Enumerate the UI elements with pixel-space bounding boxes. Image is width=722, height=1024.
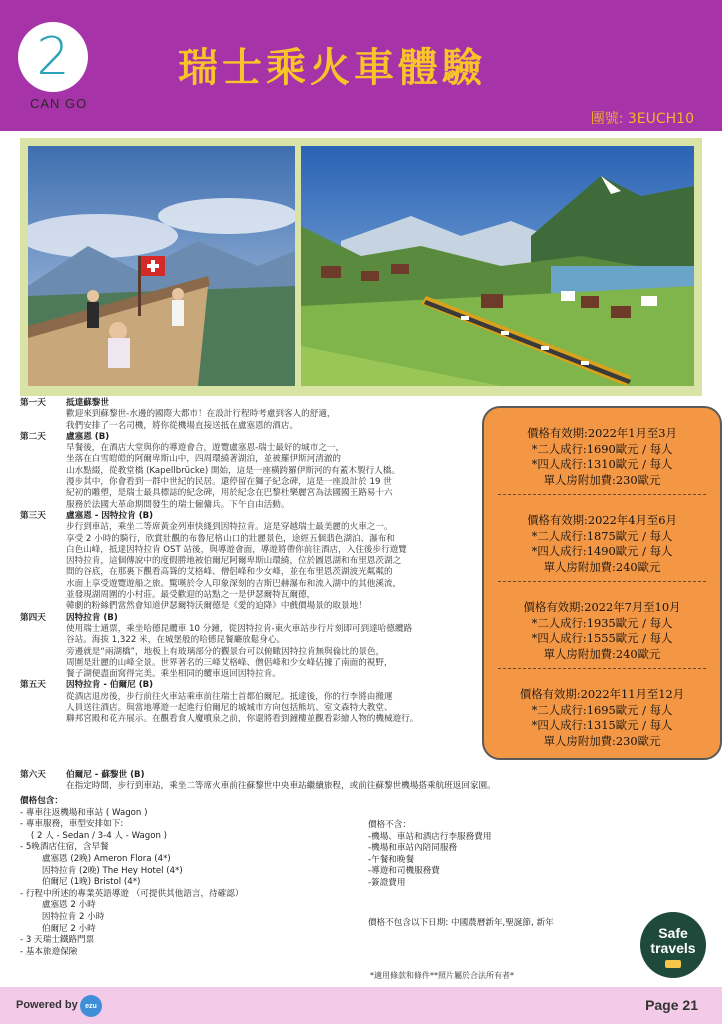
divider (498, 581, 706, 582)
list-item: 伯爾尼 (1晚) Bristol (4*) (20, 877, 141, 888)
day-text: 在指定時間，步行到車站，乘坐二等席火車前往蘇黎世中央車站繼續旅程，或前往蘇黎世機場搭乘航班返回家園。 (66, 781, 496, 792)
partner-logo: ezu (80, 995, 102, 1017)
divider (498, 494, 706, 495)
price-four-adults: *四人成行:1555歐元 / 每人 (531, 631, 673, 645)
price-period (484, 687, 720, 749)
price-box (482, 406, 722, 760)
tour-code: 團號: 3EUCH10 (590, 111, 694, 127)
safe-travels-badge (640, 912, 706, 978)
price-four-adults: *四人成行:1315歐元 / 每人 (531, 718, 673, 732)
page-number: Page 21 (645, 997, 698, 1013)
day-label: 第二天 (20, 431, 46, 442)
day-text: 步行到車站，乘坐二等席黃金列車快綫到因特拉肯。這是穿越瑞士最美麗的火車之一。 享受 2 小時的騎行，欣賞壯觀的布魯尼格山口的壯麗景色，途經五個翡色湖泊、瀑布和 白色山峰，抵達因特拉肯 OST 站後，與導遊會面，導遊將帶你前往酒店，入住後步行遊覽 因特拉肯，這個傳說中的度假勝地被伯爾尼阿爾卑斯山環繞，位於圖恩湖和布里恩茨湖之 間的谷底，在那裏下觀看高聳的艾格峰、僧侶峰和少女峰，並在布里恩茨湖波光粼粼的 水面上享受遊覽遊船之旅。驚嘆於令人印象深刻的吉斯巴赫瀑布和流入湖中的其他溪流， 並發現湖周圍的小村莊。最受歡迎的站點之一是伊瑟爾特瓦爾德， 韓劇的粉絲們當然會知道伊瑟爾特沃爾德是《愛的迫降》中戲價場景的取景地！ (66, 522, 407, 612)
price-four-adults: *四人成行:1490歐元 / 每人 (531, 544, 673, 558)
day-text: 早餐後，在酒店大堂與你的導遊會合，遊覽盧塞恩-瑞士最好的城市之一， 坐落在白雪皚皚的阿爾卑斯山中，四周環繞著湖泊，並被羅伊斯河清澈的 山水點綴，從教堂橋 (Kapellbrücke) 開始，這是一座橫跨羅伊斯河的有蓋木製行人橋。 漫步其中，你會看到一群中世紀的民居。還停留在獅子紀念碑，這是一座設計於 19 世 紀初的雕塑，是瑞士最具標誌的紀念碑，用於紀念在巴黎杜樂麗宮為法國國王路易十六 服務於法國大革命期間發生的瑞士僱傭兵。下午自由活動。 (66, 443, 400, 510)
disclaimer: *適用條款和條件**照片屬於合法所有者* (370, 971, 514, 980)
list-item: -機場和車站內陪同服務 (368, 843, 458, 854)
list-item: 伯爾尼 2 小時 (20, 923, 96, 934)
day-text: 從酒店退房後，步行前往火車站乘車前往瑞士首都伯爾尼。抵達後，你的行李將由搬運 人員送往酒店。與當地導遊一起進行伯爾尼的城城市方向包括熊坑、室文森特大教堂、 聯邦宮殿和花卉展示。在觀看食人魔噴泉之前，你還將看到鐘樓並觀看彩繪人物的機械遊行。 (66, 691, 419, 725)
list-item: ( 2 人 - Sedan / 3-4 人 - Wagon ) (20, 830, 168, 841)
lookout-platform-with-swiss-flag-photo (28, 146, 295, 386)
price-two-adults: *二人成行:1695歐元 / 每人 (531, 702, 673, 717)
list-item: - 專車往返機場和車站 ( Wagon ) (20, 807, 148, 818)
day-title: 因特拉肯 - 伯爾尼 (B) (66, 680, 154, 691)
list-item: - 5晚酒店住宿，含早餐 (20, 842, 109, 853)
day-label: 第四天 (20, 612, 46, 623)
day-label: 第一天 (20, 398, 46, 408)
itinerary-day (20, 770, 620, 793)
itinerary-day (20, 511, 480, 613)
itinerary-day (20, 432, 480, 511)
day-title: 抵達蘇黎世 (66, 398, 109, 408)
day-title: 盧塞恩 (B) (66, 431, 110, 442)
list-item: 因特拉肯 2 小時 (20, 911, 105, 922)
logo-mark (18, 22, 88, 92)
list-item: -機場、車站和酒店行李服務費用 (368, 831, 492, 842)
list-item: - 基本旅遊保險 (20, 946, 78, 957)
powered-by-label: Powered by (16, 999, 78, 1011)
list-item: 盧塞恩 2 小時 (20, 900, 96, 911)
price-single-supplement: 單人房附加費:230歐元 (543, 733, 661, 748)
itinerary-day (20, 680, 480, 725)
list-item: - 3 天瑞士鐵路門票 (20, 935, 95, 946)
divider (498, 668, 706, 669)
photo-strip (20, 138, 702, 396)
price-four-adults: *四人成行:1310歐元 / 每人 (531, 457, 673, 471)
day-text: 使用瑞士通票，乘坐哈德昆纜車 10 分鐘，從因特拉肯-東火車站步行片刻即可到達哈德纜路 谷站。海拔 1,322 米，在城堡般的哈德昆餐廳放鬆身心。 旁邊就是“兩湖橋”，地板上有玻璃部分的觀景台可以俯瞰因特拉肯無與倫比的景色， 周圍是壯麗的山峰全景。世界著名的三峰艾格峰、僧侶峰和少女峰佔據了南面的視野， 餐子湖便盡面窝得完美。乘坐相同的纜車返回因特拉肯。 (66, 623, 413, 680)
price-validity: 價格有效期:2022年7月至10月 (523, 600, 681, 614)
price-includes (20, 796, 350, 958)
wttc-stamp-icon (665, 960, 681, 968)
train-through-valley-photo (301, 146, 694, 386)
itinerary (20, 398, 480, 726)
price-two-adults: *二人成行:1875歐元 / 每人 (531, 528, 673, 543)
list-item: 盧塞恩 (2晚) Ameron Flora (4*) (20, 853, 171, 864)
price-excludes (368, 820, 648, 890)
price-validity: 價格有效期:2022年11月至12月 (519, 687, 685, 701)
list-item: 因特拉肯 (2晚) The Hey Hotel (4*) (20, 865, 183, 876)
excludes-heading: 價格不含： (368, 820, 411, 830)
price-period (484, 426, 720, 488)
day-title: 伯爾尼 - 蘇黎世 (B) (66, 770, 145, 780)
list-item: - 行程中所述的專業英語導遊 （可提供其他語言，待確認） (20, 888, 244, 899)
header-banner (0, 0, 722, 131)
price-period (484, 600, 720, 662)
price-single-supplement: 單人房附加費:240歐元 (543, 559, 661, 574)
list-item: -簽證費用 (368, 877, 406, 888)
price-two-adults: *二人成行:1690歐元 / 每人 (531, 441, 673, 456)
excluded-dates-note: 價格不包含以下日期: 中國農曆新年,聖誕節, 新年 (368, 918, 554, 928)
list-item: -導遊和司機服務費 (368, 866, 440, 877)
price-single-supplement: 單人房附加費:240歐元 (543, 646, 661, 661)
price-period (484, 513, 720, 575)
price-single-supplement: 單人房附加費:230歐元 (543, 472, 661, 487)
logo-numeral: 2 (36, 27, 70, 87)
itinerary-day (20, 398, 480, 432)
logo-text: CAN GO (30, 96, 88, 111)
day-label: 第六天 (20, 770, 46, 780)
list-item: - 專車服務，車型安排如下: (20, 819, 124, 830)
itinerary-day (20, 613, 480, 681)
includes-heading: 價格包含： (20, 796, 63, 806)
day-title: 盧塞恩 - 因特拉肯 (B) (66, 510, 154, 521)
badge-line: Safe (658, 925, 688, 941)
page-title: 瑞士乘火車體驗 (178, 45, 486, 91)
day-title: 因特拉肯 (B) (66, 612, 118, 623)
footer (0, 987, 722, 1024)
day-label: 第三天 (20, 510, 46, 521)
day-text: 歡迎來到蘇黎世-水邊的國際大都市！在設計行程時考慮到客人的舒適， 我們安排了一名司機，將你從機場直接送抵在盧塞恩的酒店。 (66, 409, 336, 431)
price-validity: 價格有效期:2022年4月至6月 (527, 513, 677, 527)
badge-line: travels (650, 940, 696, 956)
day-label: 第五天 (20, 680, 46, 691)
price-validity: 價格有效期:2022年1月至3月 (527, 426, 677, 440)
list-item: -午餐和晚餐 (368, 854, 415, 865)
price-two-adults: *二人成行:1935歐元 / 每人 (531, 615, 673, 630)
